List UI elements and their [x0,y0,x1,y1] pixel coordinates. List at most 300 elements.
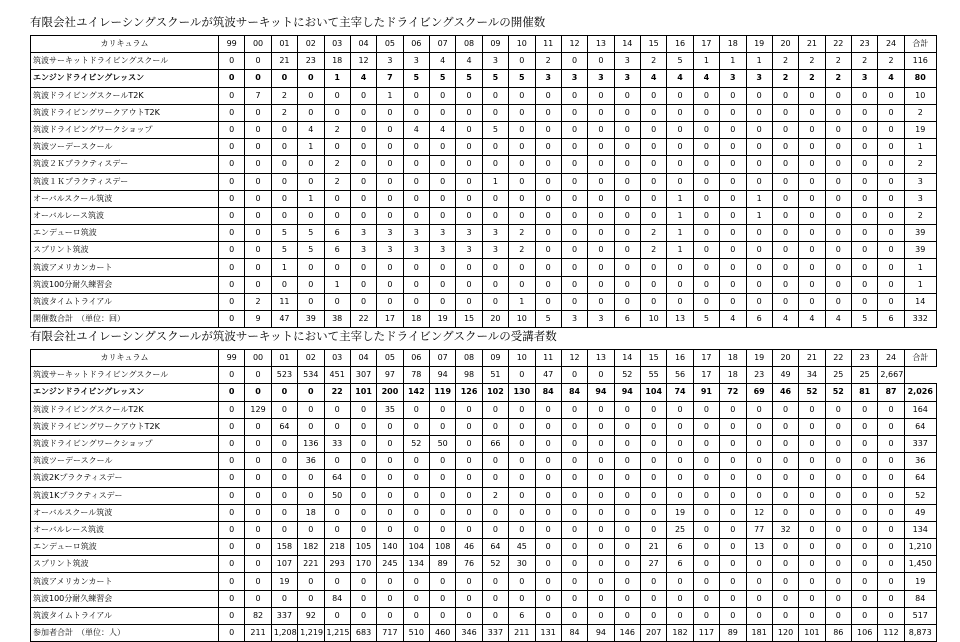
column-header-year: 01 [271,350,297,367]
value-cell: 1 [667,242,693,259]
value-cell: 5 [403,70,429,87]
value-cell: 0 [535,504,561,521]
value-cell: 0 [720,539,746,556]
value-cell: 0 [509,487,535,504]
value-cell: 72 [720,384,746,401]
table-row [31,121,937,138]
value-cell: 0 [298,573,324,590]
value-cell: 18 [403,311,429,328]
value-cell: 0 [588,242,614,259]
value-cell: 0 [720,156,746,173]
value-cell: 0 [746,121,772,138]
value-cell: 0 [746,556,772,573]
value-cell: 0 [219,607,245,624]
value-cell: 0 [298,487,324,504]
value-cell: 346 [456,625,482,642]
value-cell: 3 [456,225,482,242]
value-cell: 0 [852,504,878,521]
value-cell: 0 [219,435,245,452]
column-header-year: 10 [509,350,535,367]
value-cell: 98 [456,367,482,384]
value-cell: 0 [667,104,693,121]
value-cell: 0 [641,487,667,504]
value-cell: 0 [430,207,456,224]
value-cell: 0 [377,487,403,504]
value-cell: 0 [614,207,640,224]
value-cell: 0 [693,504,719,521]
value-cell: 0 [535,590,561,607]
value-cell: 81 [852,384,878,401]
value-cell: 108 [430,539,456,556]
column-header-year: 24 [878,350,904,367]
value-cell: 0 [799,573,825,590]
value-cell: 0 [377,293,403,310]
table-row [31,435,937,452]
value-cell: 0 [535,259,561,276]
value-cell: 0 [271,121,297,138]
value-cell: 0 [878,418,904,435]
value-cell: 130 [509,384,535,401]
value-cell: 0 [219,487,245,504]
value-cell: 0 [772,121,798,138]
value-cell: 0 [799,521,825,538]
value-cell: 0 [720,556,746,573]
column-header-year: 18 [720,36,746,53]
value-cell: 0 [324,573,350,590]
value-cell: 0 [746,156,772,173]
value-cell: 3 [403,225,429,242]
value-cell: 0 [825,573,851,590]
column-header-year: 19 [746,350,772,367]
value-cell: 0 [746,293,772,310]
value-cell: 0 [614,225,640,242]
value-cell: 2 [825,70,851,87]
row-total-cell: 2 [904,104,936,121]
value-cell: 0 [641,156,667,173]
value-cell: 0 [430,401,456,418]
value-cell: 0 [852,104,878,121]
table-row [31,139,937,156]
value-cell: 0 [456,504,482,521]
value-cell: 3 [430,225,456,242]
value-cell: 3 [377,225,403,242]
value-cell: 6 [667,539,693,556]
value-cell: 23 [746,367,772,384]
value-cell: 74 [667,384,693,401]
value-cell: 0 [377,190,403,207]
value-cell: 0 [852,259,878,276]
value-cell: 47 [271,311,297,328]
value-cell: 0 [720,401,746,418]
value-cell: 0 [377,435,403,452]
value-cell: 0 [298,70,324,87]
value-cell: 7 [245,87,271,104]
value-cell: 0 [693,225,719,242]
value-cell: 0 [219,190,245,207]
value-cell: 0 [746,87,772,104]
value-cell: 0 [219,311,245,328]
value-cell: 218 [324,539,350,556]
value-cell: 0 [245,418,271,435]
value-cell: 4 [693,70,719,87]
value-cell: 0 [403,470,429,487]
value-cell: 6 [324,225,350,242]
value-cell: 117 [693,625,719,642]
value-cell: 3 [482,225,508,242]
value-cell: 0 [720,242,746,259]
value-cell: 0 [324,401,350,418]
value-cell: 0 [799,293,825,310]
value-cell: 0 [588,470,614,487]
value-cell: 84 [324,590,350,607]
column-header-year: 23 [852,36,878,53]
value-cell: 0 [693,573,719,590]
value-cell: 0 [852,242,878,259]
value-cell: 17 [377,311,403,328]
value-cell: 0 [509,259,535,276]
value-cell: 0 [271,504,297,521]
value-cell: 0 [799,504,825,521]
table-row [31,190,937,207]
value-cell: 19 [430,311,456,328]
value-cell: 0 [852,418,878,435]
table-row [31,225,937,242]
value-cell: 0 [693,470,719,487]
value-cell: 0 [509,401,535,418]
value-cell: 19 [667,504,693,521]
value-cell: 0 [852,556,878,573]
value-cell: 0 [693,401,719,418]
row-label: 筑波ドライビングスクールT2K [31,401,219,418]
value-cell: 211 [245,625,271,642]
value-cell: 0 [561,121,587,138]
value-cell: 0 [878,242,904,259]
value-cell: 0 [799,139,825,156]
row-label: 筑波サーキットドライビングスクール [31,367,219,384]
value-cell: 0 [614,418,640,435]
value-cell: 2 [799,70,825,87]
value-cell: 0 [614,401,640,418]
column-header-total: 合計 [904,350,936,367]
value-cell: 46 [772,384,798,401]
value-cell: 0 [561,556,587,573]
value-cell: 0 [693,207,719,224]
value-cell: 0 [324,607,350,624]
value-cell: 0 [535,87,561,104]
value-cell: 0 [746,139,772,156]
value-cell: 0 [852,573,878,590]
value-cell: 0 [430,190,456,207]
value-cell: 0 [720,453,746,470]
table-row [31,242,937,259]
value-cell: 0 [271,173,297,190]
value-cell: 0 [219,53,245,70]
table-row [31,293,937,310]
value-cell: 0 [588,207,614,224]
value-cell: 0 [693,173,719,190]
value-cell: 0 [271,156,297,173]
value-cell: 1,208 [271,625,297,642]
value-cell: 0 [271,190,297,207]
value-cell: 0 [245,487,271,504]
value-cell: 84 [535,384,561,401]
value-cell: 0 [852,121,878,138]
value-cell: 0 [852,470,878,487]
row-label: 筑波アメリカンカート [31,259,219,276]
value-cell: 0 [298,590,324,607]
column-header-year: 09 [482,350,508,367]
value-cell: 0 [772,104,798,121]
value-cell: 0 [430,173,456,190]
value-cell: 0 [799,401,825,418]
value-cell: 0 [772,276,798,293]
value-cell: 0 [772,470,798,487]
value-cell: 0 [667,173,693,190]
value-cell: 0 [219,384,245,401]
value-cell: 0 [746,573,772,590]
value-cell: 0 [720,121,746,138]
value-cell: 0 [298,259,324,276]
value-cell: 207 [641,625,667,642]
value-cell: 5 [271,242,297,259]
value-cell: 0 [377,470,403,487]
value-cell: 0 [509,418,535,435]
value-cell: 0 [561,139,587,156]
row-label: 筑波ドライビングワークアウトT2K [31,418,219,435]
value-cell: 0 [245,435,271,452]
value-cell: 0 [825,121,851,138]
value-cell: 0 [430,418,456,435]
value-cell: 0 [377,276,403,293]
value-cell: 45 [509,539,535,556]
value-cell: 126 [456,384,482,401]
value-cell: 0 [720,225,746,242]
column-header-year: 20 [772,36,798,53]
value-cell: 0 [377,504,403,521]
value-cell: 0 [509,435,535,452]
value-cell: 0 [350,293,376,310]
value-cell: 0 [588,435,614,452]
value-cell: 0 [614,156,640,173]
column-header-year: 13 [588,36,614,53]
value-cell: 4 [403,121,429,138]
value-cell: 0 [430,139,456,156]
row-total-cell: 332 [904,311,936,328]
value-cell: 142 [403,384,429,401]
value-cell: 0 [588,173,614,190]
value-cell: 0 [456,121,482,138]
value-cell: 0 [509,453,535,470]
value-cell: 0 [561,435,587,452]
value-cell: 50 [324,487,350,504]
value-cell: 94 [430,367,456,384]
value-cell: 0 [456,607,482,624]
row-total-cell: 64 [904,418,936,435]
column-header-year: 01 [271,36,297,53]
value-cell: 0 [825,435,851,452]
value-cell: 0 [641,173,667,190]
value-cell: 0 [509,470,535,487]
value-cell: 52 [799,384,825,401]
value-cell: 0 [878,259,904,276]
value-cell: 0 [825,521,851,538]
value-cell: 0 [878,504,904,521]
value-cell: 0 [350,573,376,590]
value-cell: 0 [878,207,904,224]
value-cell: 0 [298,401,324,418]
value-cell: 64 [324,470,350,487]
value-cell: 69 [746,384,772,401]
value-cell: 0 [720,435,746,452]
value-cell: 49 [772,367,798,384]
value-cell: 0 [403,207,429,224]
row-total-cell: 39 [904,242,936,259]
value-cell: 101 [799,625,825,642]
value-cell: 0 [614,121,640,138]
row-total-cell: 64 [904,470,936,487]
value-cell: 3 [350,242,376,259]
value-cell: 0 [430,156,456,173]
value-cell: 0 [430,504,456,521]
value-cell: 337 [482,625,508,642]
value-cell: 0 [878,607,904,624]
row-label: 筑波2Kプラクティスデー [31,470,219,487]
value-cell: 0 [878,487,904,504]
value-cell: 1 [482,173,508,190]
table-row [31,487,937,504]
value-cell: 0 [324,87,350,104]
value-cell: 0 [825,401,851,418]
value-cell: 534 [298,367,324,384]
value-cell: 0 [245,173,271,190]
column-header-year: 02 [298,350,324,367]
value-cell: 0 [403,293,429,310]
value-cell: 0 [271,470,297,487]
table-row [31,104,937,121]
value-cell: 0 [561,293,587,310]
value-cell: 0 [482,190,508,207]
value-cell: 47 [535,367,561,384]
value-cell: 0 [482,573,508,590]
value-cell: 0 [772,607,798,624]
value-cell: 0 [509,367,535,384]
value-cell: 10 [509,311,535,328]
value-cell: 0 [298,87,324,104]
value-cell: 12 [350,53,376,70]
column-header-year: 20 [772,350,798,367]
value-cell: 1 [746,207,772,224]
row-total-cell: 1 [904,139,936,156]
value-cell: 3 [588,70,614,87]
table-row [31,259,937,276]
value-cell: 0 [667,293,693,310]
value-cell: 0 [667,607,693,624]
value-cell: 0 [271,276,297,293]
value-cell: 0 [377,521,403,538]
value-cell: 0 [825,418,851,435]
value-cell: 78 [403,367,429,384]
value-cell: 1 [298,190,324,207]
value-cell: 0 [588,521,614,538]
row-total-cell: 84 [904,590,936,607]
value-cell: 0 [456,173,482,190]
row-total-cell: 8,873 [904,625,936,642]
value-cell: 0 [561,190,587,207]
value-cell: 0 [509,573,535,590]
table-row [31,156,937,173]
value-cell: 1 [667,207,693,224]
value-cell: 0 [878,401,904,418]
value-cell: 0 [852,590,878,607]
row-label: 筑波アメリカンカート [31,573,219,590]
value-cell: 5 [482,121,508,138]
value-cell: 0 [271,384,297,401]
value-cell: 0 [561,173,587,190]
table-row [31,53,937,70]
column-header-year: 00 [245,350,271,367]
value-cell: 0 [324,453,350,470]
value-cell: 0 [667,470,693,487]
value-cell: 0 [825,276,851,293]
value-cell: 0 [245,207,271,224]
value-cell: 0 [245,539,271,556]
value-cell: 4 [298,121,324,138]
value-cell: 0 [693,590,719,607]
row-label: 筑波ドライビングワークショップ [31,435,219,452]
value-cell: 0 [641,418,667,435]
value-cell: 0 [403,401,429,418]
value-cell: 0 [509,139,535,156]
row-total-cell: 19 [904,573,936,590]
value-cell: 2 [825,53,851,70]
value-cell: 158 [271,539,297,556]
table-row [31,418,937,435]
value-cell: 10 [641,311,667,328]
value-cell: 2 [641,225,667,242]
value-cell: 0 [588,590,614,607]
value-cell: 0 [298,207,324,224]
value-cell: 0 [588,573,614,590]
value-cell: 337 [271,607,297,624]
value-cell: 0 [377,607,403,624]
value-cell: 94 [614,384,640,401]
value-cell: 0 [667,418,693,435]
table-row [31,607,937,624]
row-label: 筑波1Kプラクティスデー [31,487,219,504]
value-cell: 170 [350,556,376,573]
value-cell: 4 [772,311,798,328]
value-cell: 0 [377,573,403,590]
value-cell: 89 [720,625,746,642]
row-label: 筑波サーキットドライビングスクール [31,53,219,70]
value-cell: 4 [799,311,825,328]
value-cell: 0 [350,104,376,121]
value-cell: 0 [271,521,297,538]
value-cell: 0 [219,504,245,521]
value-cell: 0 [245,384,271,401]
value-cell: 0 [245,53,271,70]
row-total-cell: 3 [904,190,936,207]
value-cell: 0 [588,418,614,435]
value-cell: 1 [667,190,693,207]
value-cell: 0 [561,607,587,624]
value-cell: 0 [614,590,640,607]
value-cell: 27 [641,556,667,573]
value-cell: 0 [614,104,640,121]
column-header-year: 03 [324,350,350,367]
value-cell: 0 [324,207,350,224]
value-cell: 0 [799,190,825,207]
